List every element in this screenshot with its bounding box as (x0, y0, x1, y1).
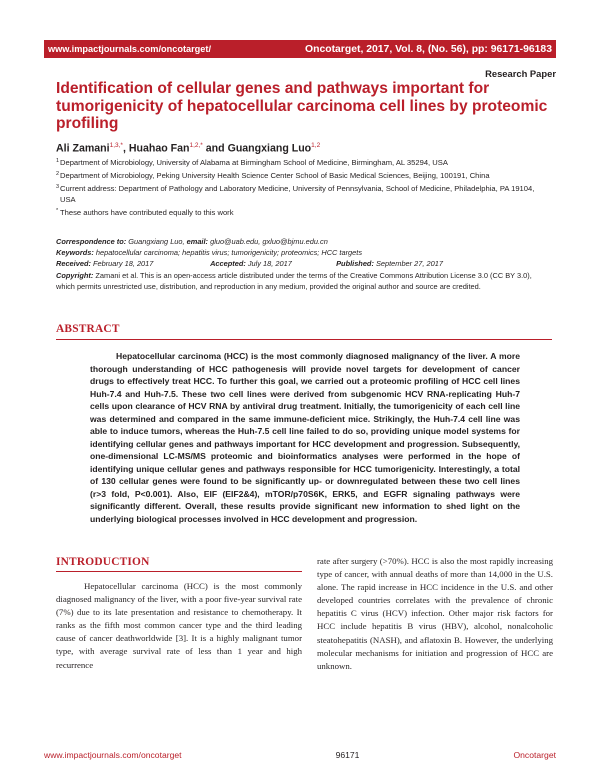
copyright-label: Copyright: (56, 270, 94, 280)
received-date: February 18, 2017 (92, 259, 154, 269)
copyright-text: Zamani et al. This is an open-access article distributed under the terms of the Creative Commons Attribution License 3.0 (CC BY 3.0), which permits unrestricted use, distribution, and reproduction in any medium, provided the original author and source are credited. (56, 270, 532, 291)
citation: Oncotarget, 2017, Vol. 8, (No. 56), pp: 96171-96183 (305, 43, 552, 55)
page-number: 96171 (335, 750, 360, 760)
affiliation (56, 170, 552, 181)
article-title: Identification of cellular genes and pathways important for tumorigenicity of hepatocellular carcinoma cell lines by proteomic profiling (56, 80, 548, 132)
article-metadata (56, 236, 552, 292)
author-name: Huahao Fan (128, 142, 190, 155)
affiliation-text: These authors have contributed equally to this work (60, 208, 234, 217)
author-list (56, 142, 320, 155)
footer-url[interactable]: www.impactjournals.com/oncotarget (44, 750, 182, 760)
published-date: September 27, 2017 (375, 259, 443, 269)
footer-journal: Oncotarget (513, 750, 556, 760)
affiliation-number: 1 (56, 158, 60, 164)
author-name: Ali Zamani (56, 142, 110, 155)
introduction-left-column: Hepatocellular carcinoma (HCC) is the most commonly diagnosed malignancy of the liver, with a poor five-year survival rate (7%) due to its late presentation and resistance to chemotherapy. It ranks as the fifth most common cancer type and the third leading cause of cancer deathworldwide [3]. It is a highly malignant tumor type, with average survival rate of less than 1 year and high recurrence (56, 581, 302, 670)
accepted-date: July 18, 2017 (247, 259, 292, 269)
correspondence-name: Guangxiang Luo, (128, 237, 185, 246)
keywords-line (56, 247, 552, 258)
email-address[interactable]: gluo@uab.edu, gxluo@bjmu.edu.cn (210, 237, 328, 246)
author-affil-sup: 1,3,* (109, 142, 123, 149)
correspondence-label: Correspondence to: (56, 237, 127, 246)
author-separator: , (122, 142, 129, 155)
affiliation-text: Department of Microbiology, University of Alabama at Birmingham School of Medicine, Birmingham, AL 35294, USA (60, 158, 448, 167)
correspondence-line (56, 236, 552, 247)
author-name: Guangxiang Luo (227, 142, 312, 155)
affiliation-list (56, 157, 552, 220)
affiliation-number: 2 (56, 171, 60, 177)
page-footer (44, 750, 556, 760)
dates-line (56, 258, 552, 269)
affiliation (56, 183, 552, 205)
introduction-right-column: rate after surgery (>70%). HCC is also the most rapidly increasing type of cancer, with annual deaths of more than 14,000 in the U.S. alone. The rapid increase in HCC incidence in the U.S. and other developed countries correlates with the prevalence of chronic hepatitis C virus (HCV) infection. Other major risk factors for HCC include hepatitis B virus (HBV), alcohol, nonalcoholic steatohepatitis (NASH), and aflatoxin B. However, the underlying molecular mechanisms for initiation and progression of HCC are unknown. (317, 556, 553, 671)
affiliation-text: Department of Microbiology, Peking University Health Science Center School of Basic Medical Sciences, Beijing, 100191, China (60, 171, 490, 180)
introduction-heading: INTRODUCTION (56, 556, 150, 568)
affiliation (56, 207, 552, 218)
author-affil-sup: 1,2,* (189, 142, 203, 149)
affiliation-number: 3 (56, 184, 60, 190)
abstract-heading: ABSTRACT (56, 323, 120, 335)
keywords-label: Keywords: (56, 248, 94, 258)
keywords-value: hepatocellular carcinoma; hepatitis virus; tumorigenicity; proteomics; HCC targets (95, 248, 363, 258)
affiliation-number: * (56, 208, 59, 214)
introduction-divider (56, 571, 302, 572)
journal-header-bar (44, 40, 556, 58)
accepted-label: Accepted: (210, 259, 246, 269)
received-label: Received: (56, 259, 91, 269)
author-separator: and (202, 142, 228, 155)
affiliation-text: Current address: Department of Pathology and Laboratory Medicine, University of Pennsylvania, School of Medicine, Philadelphia, PA 19104, USA (60, 184, 535, 204)
abstract-divider (56, 339, 552, 340)
email-label: email: (186, 237, 209, 246)
journal-url[interactable]: www.impactjournals.com/oncotarget/ (48, 44, 212, 54)
affiliation (56, 157, 552, 168)
author-affil-sup: 1,2 (311, 142, 321, 149)
article-type: Research Paper (485, 68, 556, 79)
abstract-text: Hepatocellular carcinoma (HCC) is the most commonly diagnosed malignancy of the liver. A more thorough understanding of HCC pathogenesis will provide novel targets for development of cancer drugs to effectively treat HCC. To further this goal, we carried out a proteomic profiling of HCC cell lines Huh-7.4 and Huh-7.5. These two cell lines were derived from subgenomic HCV RNA-replicating Huh-7 cells upon clearance of HCV RNA by antiviral drug treatment. Initially, the tumorigenicity of each cell line was determined and compared in the same immune-deficient mice. Strikingly, the Huh-7.4 cell line was able to induce tumors, whereas the Huh-7.5 cell line failed to do so, providing unique model systems for identifying cellular genes and pathways important for HCC development and progression. Subsequently, one-dimensional LC-MS/MS proteomic and bioinformatics analyses were performed in the hope of identifying unique cellular genes and pathways responsible for HCC tumorigenicity. Interestingly, a total of 130 cellular genes were found to be significantly up- or downregulated between these two cell lines (r>3 fold, P<0.001). Also, EIF (EIF2&4), mTOR/p70S6K, ERK5, and EGFR signaling pathways were significantly different. Overall, these results provide significant new information to shed light on the underlying biological processes involved in HCC development and progression. (90, 351, 520, 524)
copyright-line (56, 270, 552, 292)
published-label: Published: (336, 259, 374, 269)
